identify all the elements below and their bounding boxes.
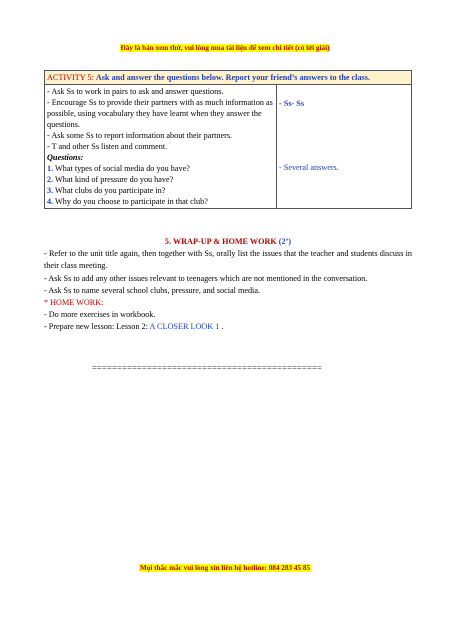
wrapup-section bbox=[44, 236, 412, 334]
question-item bbox=[47, 196, 274, 207]
question-text: What clubs do you participate in? bbox=[53, 186, 166, 195]
wrapup-heading-time: (2’) bbox=[276, 237, 292, 246]
wrapup-line: - Ask Ss to name several school clubs, pressure, and social media. bbox=[44, 285, 261, 295]
wrapup-heading-main: 5. WRAP-UP & HOME WORK bbox=[164, 237, 277, 246]
activity-label: ACTIVITY 5: bbox=[47, 73, 94, 82]
section-divider: ============================================== bbox=[92, 364, 323, 373]
question-number: 3. bbox=[47, 186, 54, 195]
question-number: 2. bbox=[47, 175, 54, 184]
question-text: Why do you choose to participate in that club? bbox=[53, 197, 208, 206]
student-activities-cell bbox=[277, 85, 412, 209]
preview-banner bbox=[0, 44, 450, 52]
question-text: What kind of pressure do you have? bbox=[53, 175, 174, 184]
answers-note: - Several answers. bbox=[279, 163, 339, 172]
teacher-activities-cell bbox=[45, 85, 277, 209]
prepare-suffix: . bbox=[219, 322, 224, 332]
question-text: What types of social media do you have? bbox=[53, 164, 190, 173]
question-number: 1. bbox=[47, 164, 54, 173]
instruction-line: - T and other Ss listen and comment. bbox=[47, 142, 168, 151]
hotline-banner bbox=[0, 564, 450, 572]
question-number: 4. bbox=[47, 197, 54, 206]
activity-title: Ask and answer the questions below. Report your friend’s answers to the class. bbox=[95, 73, 370, 82]
activity-header bbox=[45, 71, 412, 85]
wrapup-heading bbox=[44, 236, 412, 248]
prepare-line bbox=[44, 321, 412, 333]
question-item bbox=[47, 163, 274, 174]
preview-banner-text: Đây là bản xem thử, vui lòng mua tài liệu để xem chi tiết (có lời giải) bbox=[120, 44, 330, 52]
prepare-prefix: - Prepare new lesson: Lesson 2: bbox=[44, 322, 150, 332]
hotline-banner-text: Mọi thắc mắc vui lòng xin liên hệ hotline: 084 283 45 85 bbox=[139, 564, 311, 572]
questions-label: Questions: bbox=[47, 153, 84, 162]
instruction-line: - Ask some Ss to report information about their partners. bbox=[47, 131, 233, 140]
question-item bbox=[47, 185, 274, 196]
instruction-line: - Encourage Ss to provide their partners with as much information as possible, using vocabulary they have learnt when they answer the questions. bbox=[47, 98, 273, 129]
activity-table bbox=[44, 70, 412, 209]
homework-label: * HOME WORK: bbox=[44, 298, 104, 308]
instruction-line: - Ask Ss to work in pairs to ask and answer questions. bbox=[47, 87, 224, 96]
wrapup-line: - Ask Ss to add any other issues relevant to teenagers which are not mentioned in the conversation. bbox=[44, 273, 368, 283]
question-item bbox=[47, 174, 274, 185]
pair-work-note: - Ss- Ss bbox=[279, 99, 305, 108]
next-lesson-link[interactable]: A CLOSER LOOK 1 bbox=[149, 322, 220, 332]
wrapup-line: - Refer to the unit title again, then together with Ss, orally list the issues that the teacher and students discuss in their class meeting. bbox=[44, 249, 412, 271]
homework-line: - Do more exercises in workbook. bbox=[44, 310, 156, 320]
